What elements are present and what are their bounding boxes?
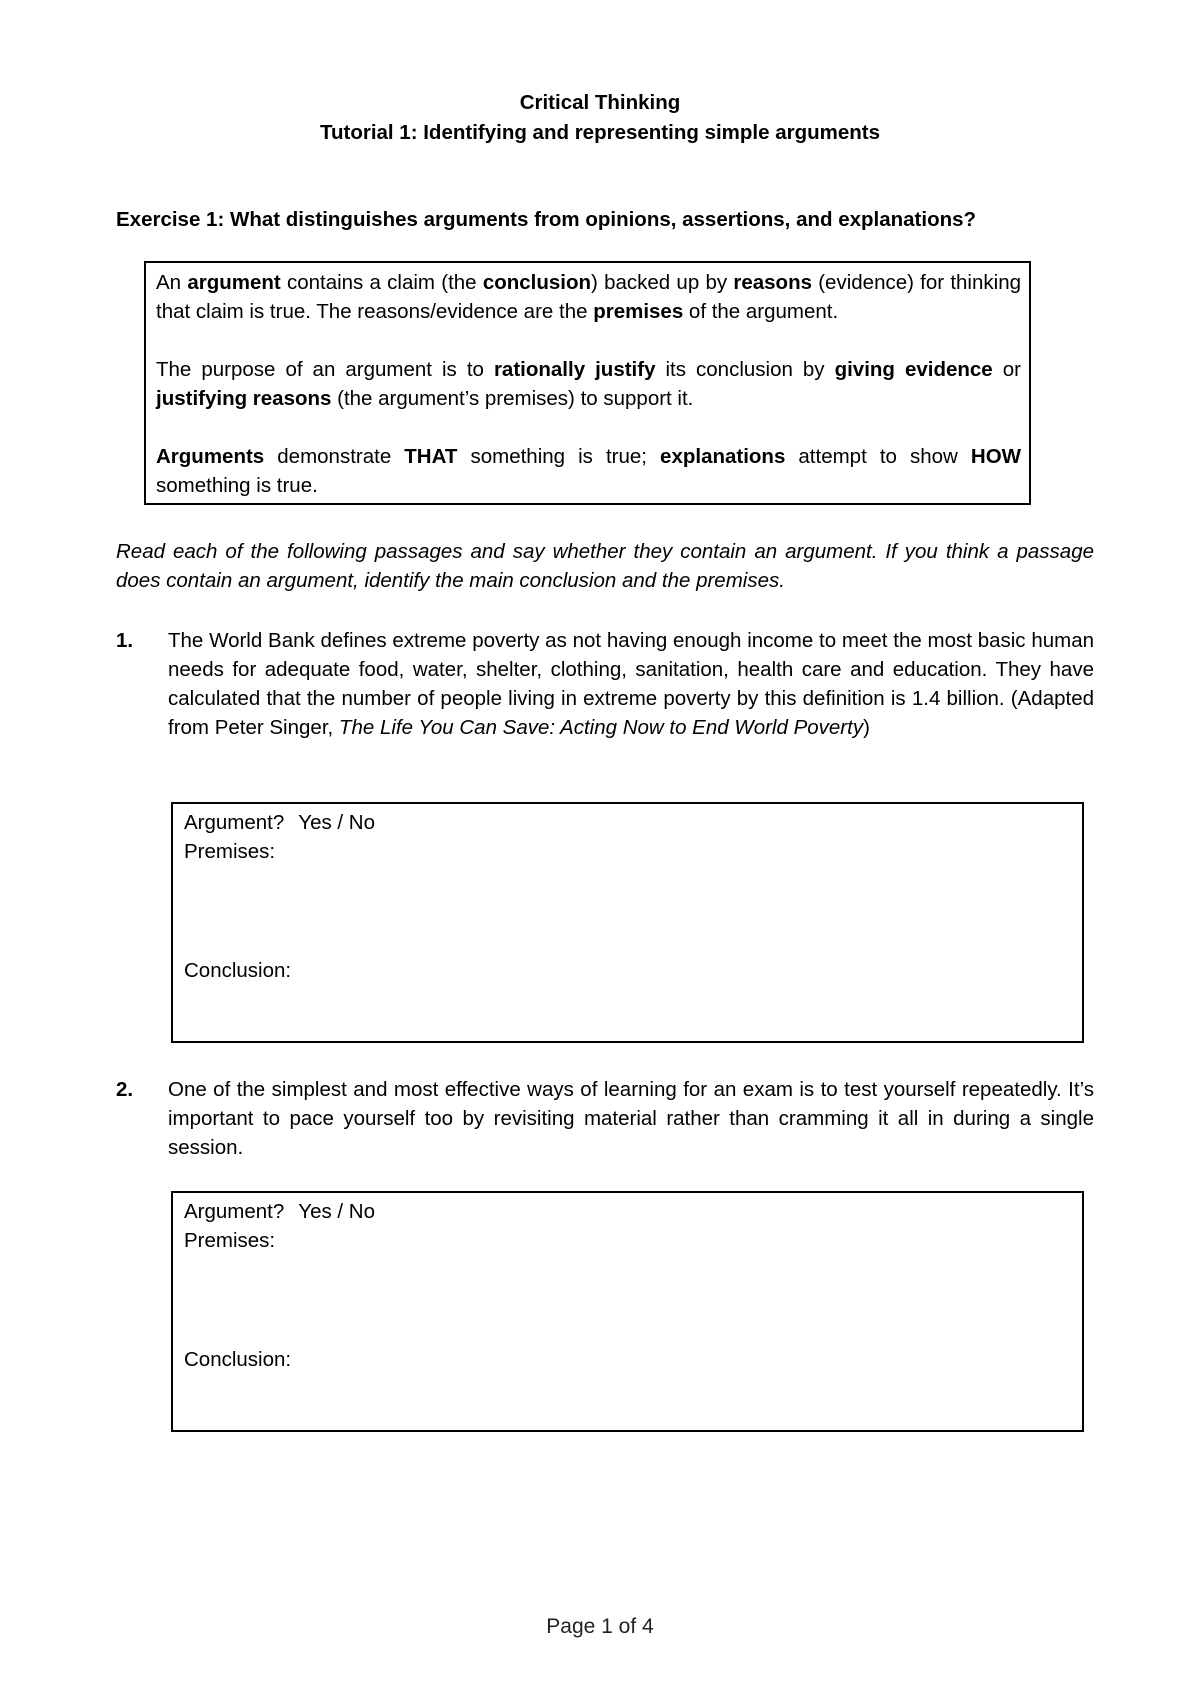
exercise-heading: Exercise 1: What distinguishes arguments from opinions, assertions, and explanations? (116, 208, 977, 231)
citation-title: The Life You Can Save: Acting Now to End World Poverty (338, 716, 864, 739)
question-text: One of the simplest and most effective ways of learning for an exam is to test yourself repeatedly. It’s important to pace yourself too by revisiting material rather than cramming it all in during a single session. (168, 1078, 1094, 1159)
question-text: The World Bank defines extreme poverty as not having enough income to meet the most basic human needs for adequate food, water, shelter, clothing, sanitation, health care and education. They have calculated that the number of people living in extreme poverty by this definition is 1.4 billion. (Adapted from Peter Singer, The Life You Can Save: Acting Now to End World Poverty) (168, 629, 1094, 739)
question-number: 1. (116, 629, 134, 652)
question-number: 2. (116, 1078, 134, 1101)
conclusion-label: Conclusion: (184, 959, 292, 982)
argument-row: Argument? Yes / No (184, 1200, 376, 1223)
argument-row: Argument? Yes / No (184, 811, 376, 834)
premises-label: Premises: (184, 840, 276, 863)
page-indicator: Page 1 of 4 (546, 1615, 654, 1638)
definition-box (144, 261, 1031, 505)
definition-paragraph-explanations: Arguments demonstrate THAT something is true; explanations attempt to show HOW something is true. (156, 445, 1021, 497)
yes-no-choice[interactable]: Yes / No (298, 811, 376, 834)
answer-box-1[interactable] (171, 802, 1084, 1043)
question-2 (116, 1075, 1094, 1162)
definition-paragraph-argument: An argument contains a claim (the conclusion) backed up by reasons (evidence) for thinking that claim is true. The reasons/evidence are the premises of the argument. (156, 271, 1021, 323)
conclusion-label: Conclusion: (184, 1348, 292, 1371)
premises-label: Premises: (184, 1229, 276, 1252)
question-1 (116, 626, 1094, 742)
instructions-text: Read each of the following passages and say whether they contain an argument. If you think a passage does contain an argument, identify the main conclusion and the premises. (116, 540, 1094, 592)
answer-box-2[interactable] (171, 1191, 1084, 1432)
yes-no-choice[interactable]: Yes / No (298, 1200, 376, 1223)
definition-paragraph-purpose: The purpose of an argument is to rationally justify its conclusion by giving evidence or justifying reasons (the argument’s premises) to support it. (156, 358, 1021, 410)
tutorial-title: Tutorial 1: Identifying and representing simple arguments (319, 121, 881, 144)
course-title: Critical Thinking (519, 91, 681, 114)
